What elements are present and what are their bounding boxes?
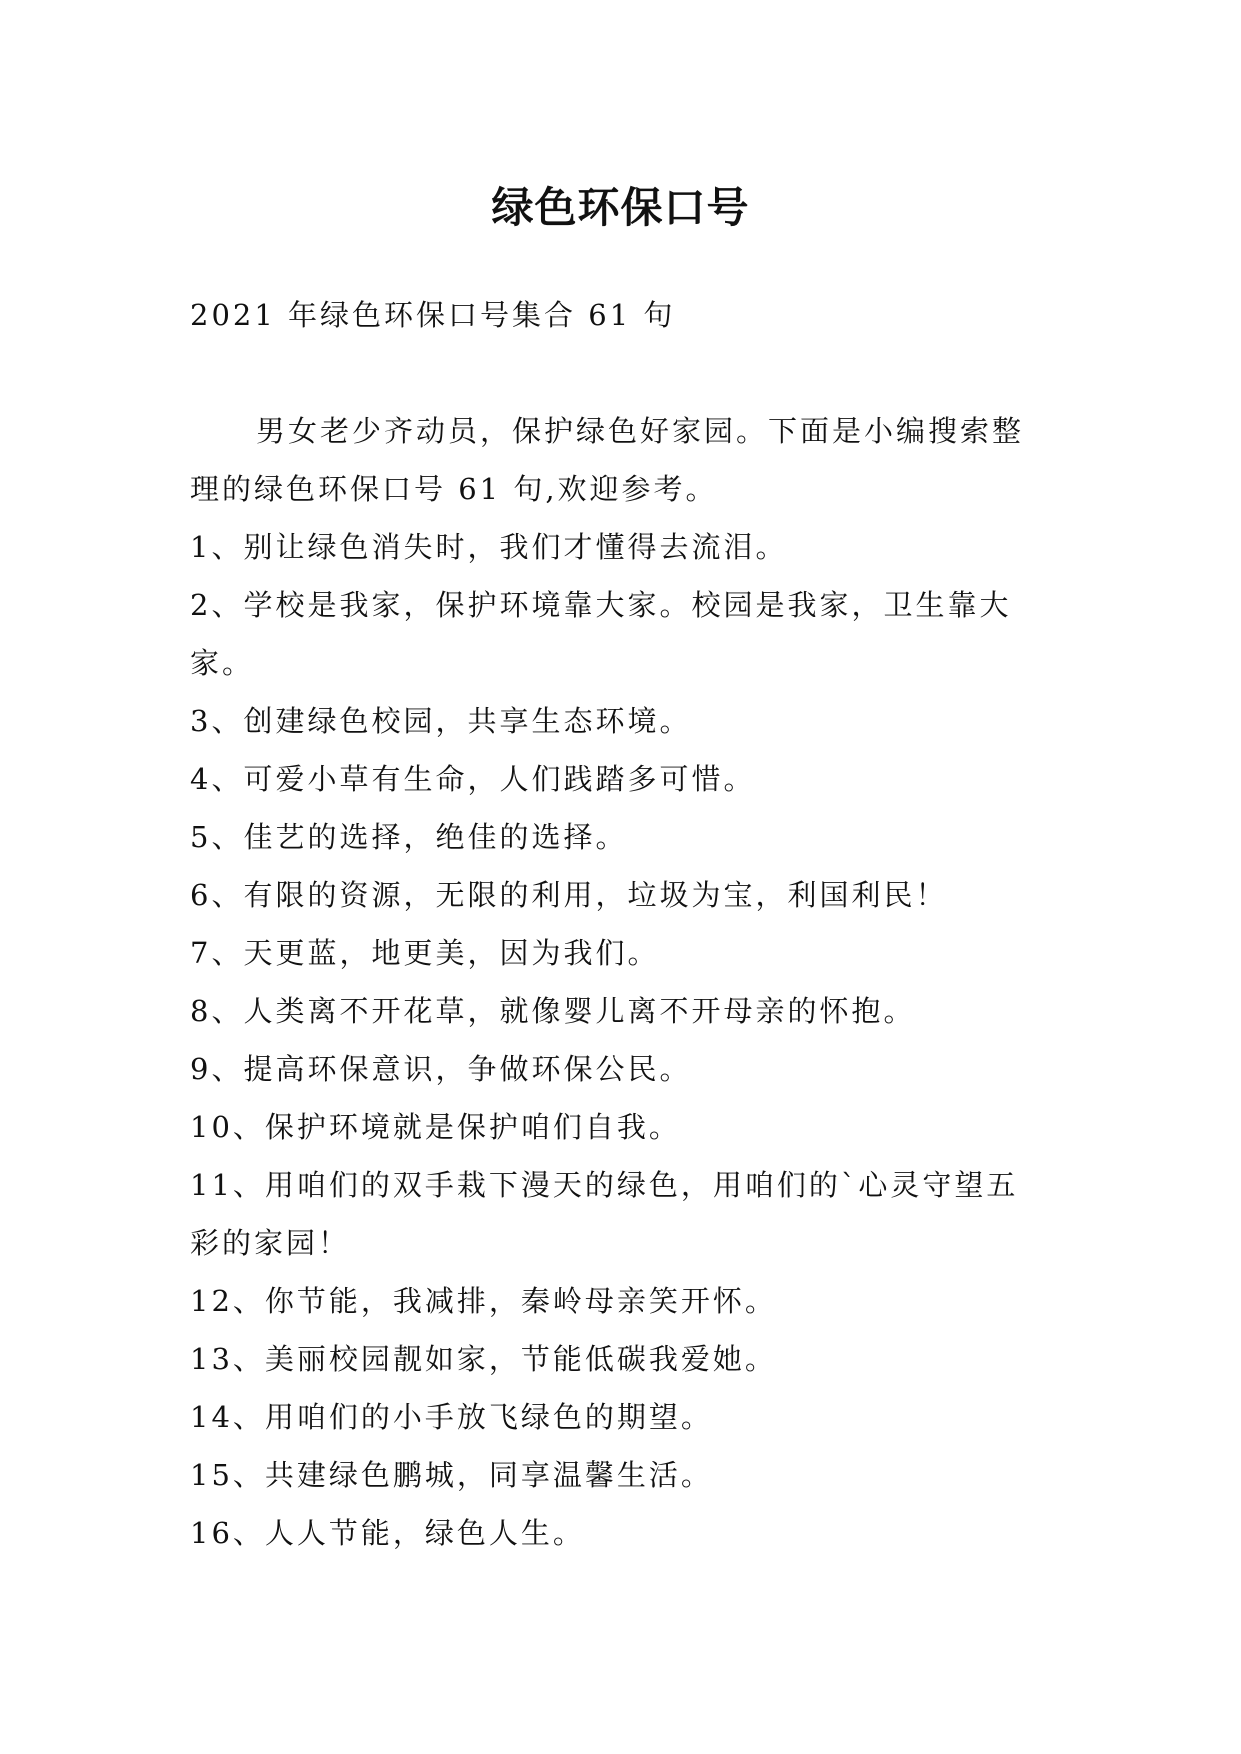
slogan-item: 6、有限的资源，无限的利用，垃圾为宝，利国利民！ xyxy=(190,878,948,912)
slogan-item: 8、人类离不开花草，就像婴儿离不开母亲的怀抱。 xyxy=(190,994,916,1028)
document-body xyxy=(190,286,1050,1562)
slogan-item: 7、天更蓝，地更美，因为我们。 xyxy=(190,936,660,970)
slogan-item: 12、你节能，我减排，秦岭母亲笑开怀。 xyxy=(190,1284,777,1318)
slogan-item: 14、用咱们的小手放飞绿色的期望。 xyxy=(190,1400,713,1434)
slogan-item: 13、美丽校园靓如家，节能低碳我爱她。 xyxy=(190,1342,777,1376)
slogan-item: 16、人人节能，绿色人生。 xyxy=(190,1516,585,1550)
slogan-item: 2、学校是我家，保护环境靠大家。校园是我家，卫生靠大家。 xyxy=(190,588,1012,680)
slogan-item: 9、提高环保意识，争做环保公民。 xyxy=(190,1052,692,1086)
document-subtitle: 2021 年绿色环保口号集合 61 句 xyxy=(190,298,676,332)
slogan-item: 11、用咱们的双手栽下漫天的绿色，用咱们的`心灵守望五彩的家园！ xyxy=(190,1168,1019,1260)
slogan-item: 3、创建绿色校园，共享生态环境。 xyxy=(190,704,692,738)
slogan-item: 5、佳艺的选择，绝佳的选择。 xyxy=(190,820,628,854)
slogan-item: 4、可爱小草有生命，人们践踏多可惜。 xyxy=(190,762,756,796)
slogan-item: 15、共建绿色鹏城，同享温馨生活。 xyxy=(190,1458,713,1492)
slogan-item: 1、别让绿色消失时，我们才懂得去流泪。 xyxy=(190,530,788,564)
intro-paragraph: 男女老少齐动员，保护绿色好家园。下面是小编搜索整理的绿色环保口号 61 句,欢迎参考。 xyxy=(190,414,1025,506)
slogan-item: 10、保护环境就是保护咱们自我。 xyxy=(190,1110,681,1144)
document-title: 绿色环保口号 xyxy=(491,183,750,233)
